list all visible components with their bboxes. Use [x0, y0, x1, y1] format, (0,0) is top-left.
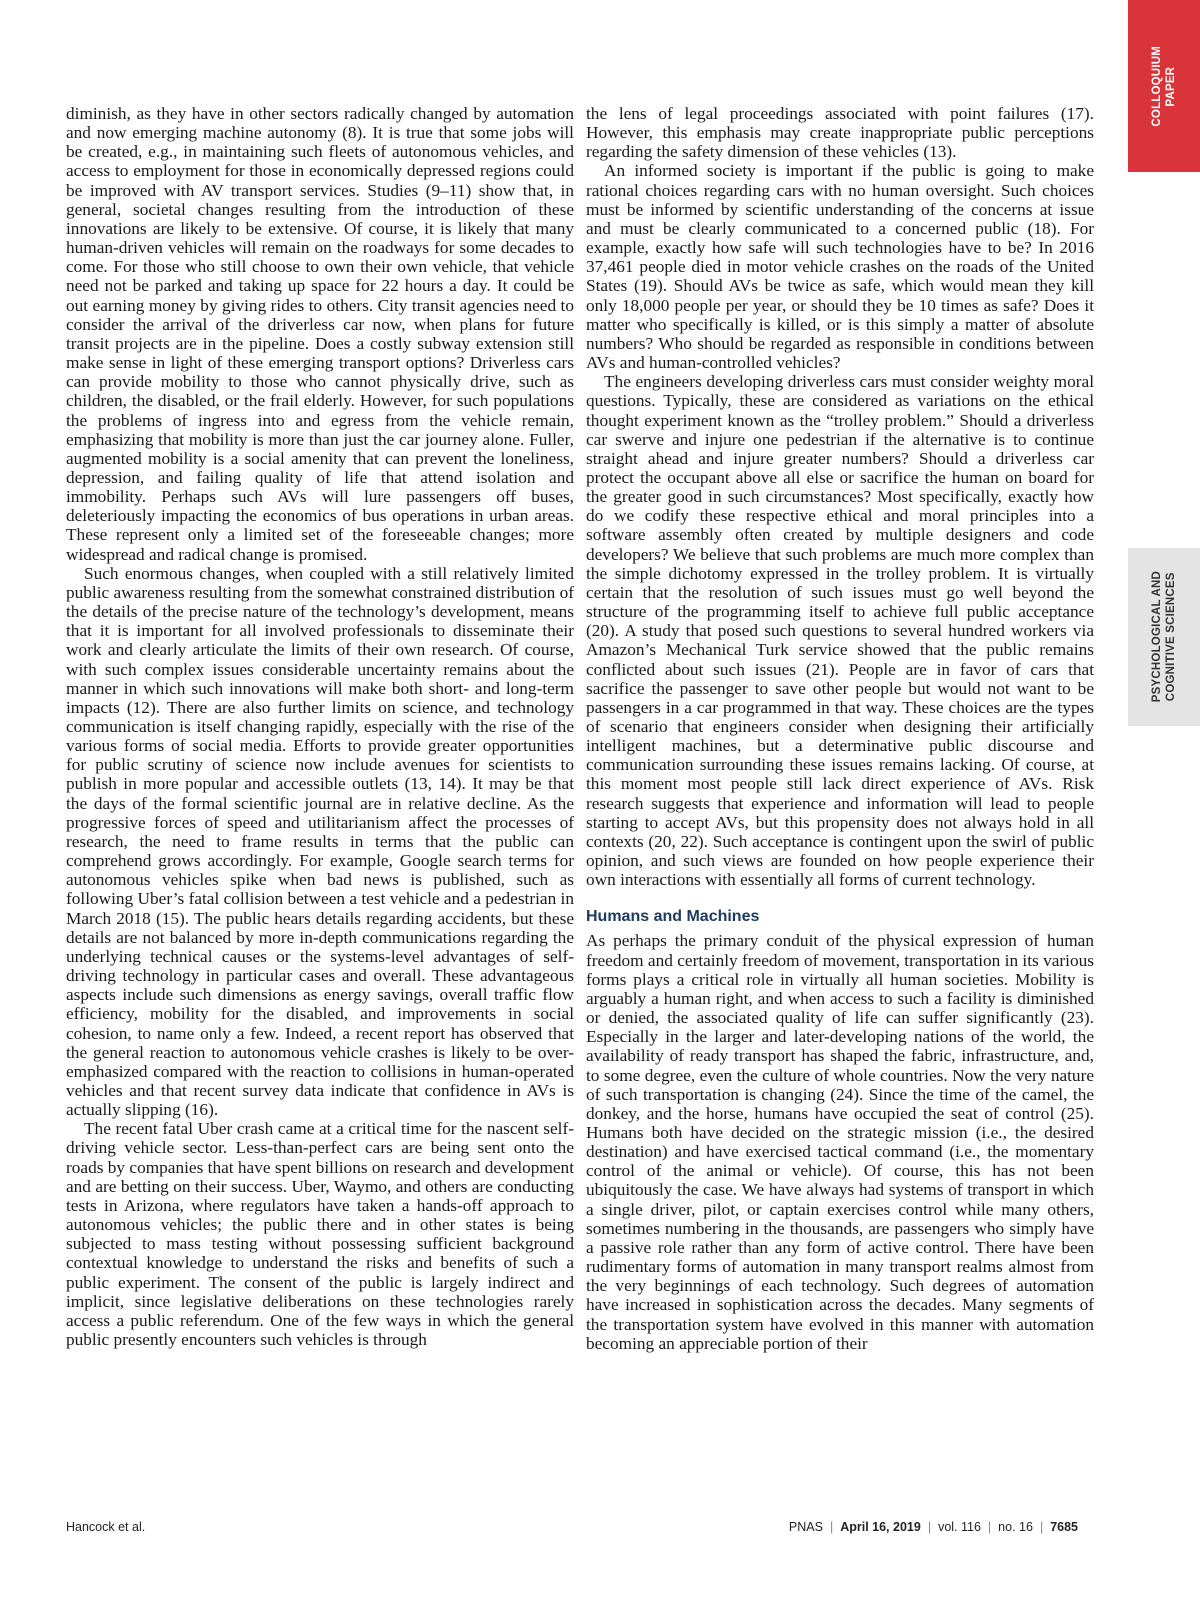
footer-authors: Hancock et al.: [66, 1520, 146, 1534]
right-column: [586, 104, 1094, 1353]
colloquium-paper-tab: [1128, 0, 1200, 172]
footer-issue: no. 16: [998, 1520, 1033, 1534]
left-column: [66, 104, 574, 1349]
paragraph: diminish, as they have in other sectors radically changed by automation and now emerging machine autonomy (8). It is true that some jobs will be created, e.g., in maintaining such fleets of autonomous vehicles, and access to employment for those in economically depressed regions could be improved with AV transport services. Studies (9–11) show that, in general, societal changes resulting from the introduction of these innovations are likely to be extensive. Of course, it is likely that many human-driven vehicles will remain on the roadways for some decades to come. For those who still choose to own their own vehicle, that vehicle need not be parked and taking up space for 22 hours a day. It could be out earning money by giving rides to others. City transit agencies need to consider the arrival of the driverless car now, when plans for future transit projects are in the pipeline. Does a costly subway extension still make sense in light of these emerging transport options? Driverless cars can provide mobility to those who cannot physically drive, such as children, the disabled, or the frail elderly. However, for such populations the problems of ingress into and egress from the vehicle remain, emphasizing that mobility is more than just the car journey alone. Fuller, augmented mobility is a social amenity that can prevent the loneliness, depression, and failing quality of life that attend isolation and immobility. Perhaps such AVs will lure passengers off buses, deleteriously impacting the economics of bus operations in urban areas. These represent only a limited set of the foreseeable changes; more widespread and radical change is promised.: [66, 104, 574, 564]
paragraph: An informed society is important if the public is going to make rational choices regarding cars with no human oversight. Such choices must be informed by scientific understanding of the concerns at issue and must be clearly communicated to a concerned public (18). For example, exactly how safe will such technologies have to be? In 2016 37,461 people died in motor vehicle crashes on the roads of the United States (19). Should AVs be twice as safe, which would mean they kill only 18,000 people per year, or should they be 10 times as safe? Does it matter who specifically is killed, or is this simply a matter of absolute numbers? Who should be regarded as responsible in conditions between AVs and human-controlled vehicles?: [586, 161, 1094, 373]
discipline-label: PSYCHOLOGICAL AND COGNITIVE SCIENCES: [1151, 571, 1177, 703]
discipline-tab: [1128, 548, 1200, 726]
footer-citation: PNAS | April 16, 2019 | vol. 116 | no. 16 | 7685: [788, 1520, 1078, 1534]
paragraph: The engineers developing driverless cars must consider weighty moral questions. Typically, these are considered as variations on the ethical thought experiment known as the “trolley problem.” Should a driverless car swerve and injure one pedestrian if the alternative is to continue straight ahead and injure greater numbers? Should a driverless car protect the occupant above all else or sacrifice the human on board for the greater good in such circumstances? Most specifically, exactly how do we codify these respective ethical and moral principles into a software assembly often created by multiple designers and code developers? We believe that such problems are much more complex than the simple dichotomy expressed in the trolley problem. It is virtually certain that the resolution of such issues must go well beyond the structure of the programming itself to achieve full public acceptance (20). A study that posed such questions to several hundred workers via Amazon’s Mechanical Turk service showed that the public remains conflicted about such issues (21). People are in favor of cars that sacrifice the passenger to save other people but would not want to be passengers in a car programmed in that way. These choices are the types of scenario that engineers consider when designing their artificially intelligent machines, but a determinative public discourse and communication surrounding these issues remains lacking. Of course, at this moment most people still lack direct experience of AVs. Risk research suggests that experience and information will lead to people starting to accept AVs, but this propensity does not always hold in all contexts (20, 22). Such acceptance is contingent upon the swirl of public opinion, and such views are founded on how people experience their own interactions with essentially all forms of current technology.: [586, 372, 1094, 890]
footer-volume: vol. 116: [938, 1520, 981, 1534]
footer-page-number: 7685: [1050, 1520, 1078, 1534]
paragraph: Such enormous changes, when coupled with a still relatively limited public awareness resulting from the somewhat constrained distribution of the details of the precise nature of the technology’s development, means that it is important for all involved professionals to disseminate their work and clearly articulate the limits of their own research. Of course, with such complex issues considerable uncertainty remains about the manner in which such innovations will make both short- and long-term impacts (12). There are also further limits on science, and technology communication is itself changing rapidly, especially with the rise of the various forms of social media. Efforts to provide greater opportunities for public scrutiny of science now include avenues for scientists to publish in more popular and accessible outlets (13, 14). It may be that the days of the formal scientific journal are in relative decline. As the progressive forces of speed and utilitarianism affect the processes of research, the need to frame results in terms that the public can comprehend grows accordingly. For example, Google search terms for autonomous vehicles spike when bad news is published, such as following Uber’s fatal collision between a test vehicle and a pedestrian in March 2018 (15). The public hears details regarding accidents, but these details are not balanced by more in-depth communications regarding the underlying technical causes or the systems-level advantages of self-driving technology in particular cases and overall. These advantageous aspects include such dimensions as energy savings, overall traffic flow efficiency, mobility for the disabled, and improvements in social cohesion, to name only a few. Indeed, a recent report has observed that the general reaction to autonomous vehicle crashes is likely to be over-emphasized compared with the reaction to collisions in human-operated vehicles and that recent survey data indicate that confidence in AVs is actually slipping (16).: [66, 563, 574, 1120]
paragraph: the lens of legal proceedings associated with point failures (17). However, this emphasis may create inappropriate public perceptions regarding the safety dimension of these vehicles (13).: [586, 104, 1094, 162]
section-label: COLLOQUIUM PAPER: [1151, 45, 1177, 127]
section-heading: Humans and Machines: [586, 908, 760, 926]
footer-journal: PNAS: [788, 1520, 823, 1534]
footer-date: April 16, 2019: [840, 1520, 921, 1534]
paragraph: As perhaps the primary conduit of the physical expression of human freedom and certainly freedom of movement, transportation in its various forms plays a critical role in virtually all human societies. Mobility is arguably a human right, and when access to such a facility is diminished or denied, the associated quality of life can suffer significantly (23). Especially in the larger and later-developing nations of the world, the availability of ready transport has shaped the fabric, infrastructure, and, to some degree, even the culture of whole countries. Now the very nature of such transportation is changing (24). Since the time of the camel, the donkey, and the horse, humans have occupied the seat of control (25). Humans both have decided on the strategic mission (i.e., the desired destination) and have exercised tactical command (i.e., the momentary control of the animal or vehicle). Of course, this has not been ubiquitously the case. We have always had systems of transport in which a single driver, pilot, or captain exercises control while many others, sometimes numbering in the thousands, are passengers who simply have a passive role rather than any form of active control. There have been rudimentary forms of automation in many transport realms almost from the very beginnings of each technology. Such degrees of automation have increased in sophistication across the decades. Many segments of the transportation system have evolved in this manner with automation becoming an appreciable portion of their: [586, 931, 1094, 1353]
paragraph: The recent fatal Uber crash came at a critical time for the nascent self-driving vehicle sector. Less-than-perfect cars are being sent onto the roads by companies that have spent billions on research and development and are betting on their success. Uber, Waymo, and others are conducting tests in Arizona, where regulators have taken a hands-off approach to autonomous vehicles; the public there and in other states is being subjected to mass testing without possessing sufficient background contextual knowledge to understand the risks and benefits of such a public experiment. The consent of the public is largely indirect and implicit, since legislative deliberations on these technologies rarely access a public referendum. One of the few ways in which the general public presently encounters such vehicles is through: [66, 1119, 574, 1349]
